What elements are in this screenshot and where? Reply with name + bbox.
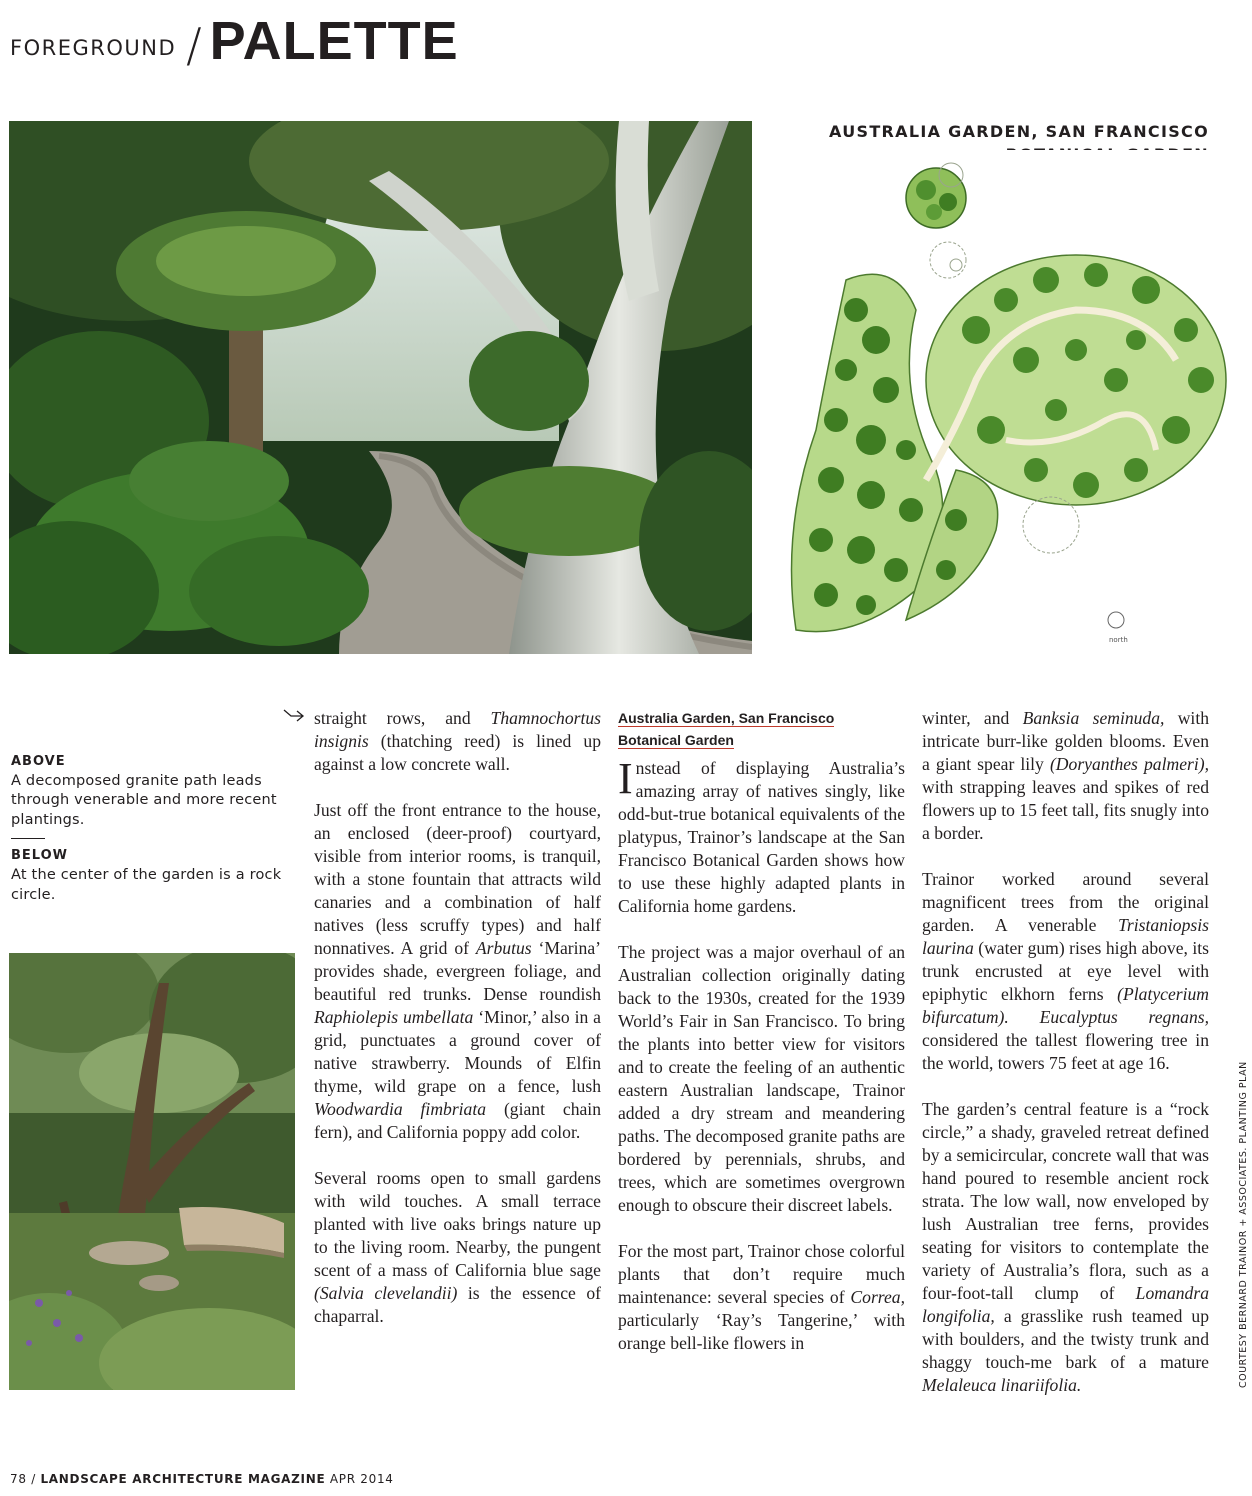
col3-paragraph-2: Trainor worked around several magnificent trees from the original garden. A venerable Tristaniopsis laurina (water gum) rises high above, its trunk encrusted at eye level with epiphytic elkhorn ferns (Platycerium bifurcatum). Eucalyptus regnans, considered the tallest flowering tree in the world, towers 75 feet at age 16. (922, 869, 1209, 1073)
section-label: FOREGROUND (10, 36, 177, 60)
col2-paragraph-2: The project was a major overhaul of an Australian collection originally dating back to the 1930s, created for the 1939 World’s Fair in San Francisco. To bring the plants into better view for visitors and to create the feeling of an authentic eastern Australian landscape, Trainor added a dry stream and meandering paths. The decomposed granite paths are bordered by perennials, shrubs, and trees, which are sometimes overgrown enough to obscure their discreet labels. (618, 942, 905, 1215)
col1-paragraph-1: straight rows, and Thamnochortus insignis (thatching reed) is lined up against a low concrete wall. (314, 708, 601, 774)
plan-caption-line1: AUSTRALIA GARDEN, SAN FRANCISCO (829, 122, 1209, 141)
article-column-2 (618, 707, 905, 1378)
page-number: 78 (10, 1472, 27, 1486)
article-column-3 (922, 707, 1209, 1420)
photo-credit: COURTESY BERNARD TRAINOR + ASSOCIATES. PLANTING PLAN (1238, 1061, 1249, 1388)
rock-circle-photo (9, 953, 295, 1390)
col2-paragraph-1: Instead of displaying Australia’s amazing array of natives singly, like odd-but-true botanical equivalents of the platypus, Trainor’s landscape at the San Francisco Botanical Garden shows how to use these highly adapted plants in California home gardens. (618, 754, 905, 916)
rock-circle-illustration (9, 953, 295, 1390)
col1-paragraph-2: Just off the front entrance to the house, an enclosed (deer-proof) courtyard, visible from interior rooms, is tranquil, with a stone fountain that attracts wild canaries and a combination of half natives (less scruffy types) and half nonnatives. A grid of Arbutus ‘Marina’ provides shade, evergreen foliage, and beautiful red trunks. Dense roundish Raphiolepis umbellata ‘Minor,’ also in a grid, punctuates a ground cover of native strawberry. Mounds of Elfin thyme, wild grape on a fence, lush Woodwardia fimbriata (giant chain fern), and California poppy add color. (314, 800, 602, 1142)
col1-paragraph-3: Several rooms open to small gardens with wild touches. A small terrace planted with live oaks brings nature up to the living room. Nearby, the pungent scent of a mass of California blue sage (Salvia clevelandii) is the essence of chaparral. (314, 1168, 601, 1326)
section-header (10, 11, 459, 72)
caption-below-label: BELOW (11, 848, 68, 864)
north-label: north (1109, 636, 1128, 644)
caption-above-text: A decomposed granite path leads through venerable and more recent plantings. (11, 772, 277, 828)
page-footer (10, 1472, 394, 1486)
caption-divider (11, 838, 45, 839)
issue-date: APR 2014 (329, 1472, 394, 1486)
col2-paragraph-3: For the most part, Trainor chose colorful plants that don’t require much maintenance: several species of Correa, particularly ‘Ray’s Tangerine,’ with orange bell-like flowers in (618, 1241, 905, 1353)
col3-paragraph-1: winter, and Banksia seminuda, with intricate burr-like golden blooms. Even a giant spear lily (Doryanthes palmeri), with strapping leaves and spikes of red flowers up to 15 feet tall, fits snugly into a border. (922, 708, 1210, 843)
caption-above-label: ABOVE (11, 754, 66, 769)
continued-arrow-icon (283, 708, 305, 724)
magazine-name: LANDSCAPE ARCHITECTURE MAGAZINE (40, 1472, 326, 1486)
planting-plan-drawing (776, 150, 1236, 660)
header-slash: / (186, 18, 202, 72)
footer-slash: / (31, 1472, 36, 1486)
section-title: PALETTE (209, 11, 459, 71)
drop-cap: I (618, 754, 633, 803)
subhead-line1: Australia Garden, San Francisco (618, 710, 835, 726)
garden-path-illustration (9, 121, 752, 654)
subhead-line2: Botanical Garden (618, 732, 734, 748)
col3-paragraph-3: The garden’s central feature is a “rock circle,” a shady, graveled retreat defined by a semicircular, concrete wall that was hand poured to resemble ancient rock strata. The low wall, now enveloped by lush Australian tree ferns, provides seating for visitors to contemplate the variety of Australia’s flora, such as a four-foot-tall clump of Lomandra longifolia, a grasslike rush teamed up with boulders, and the twisty trunk and shaggy touch-me bark of a mature Melaleuca linariifolia. (922, 1099, 1209, 1395)
photo-captions (11, 752, 291, 905)
article-subhead (618, 707, 905, 751)
caption-below-text: At the center of the garden is a rock circle. (11, 866, 282, 903)
article-column-1 (314, 707, 601, 1351)
garden-path-photo (9, 121, 752, 654)
planting-plan (776, 150, 1236, 660)
